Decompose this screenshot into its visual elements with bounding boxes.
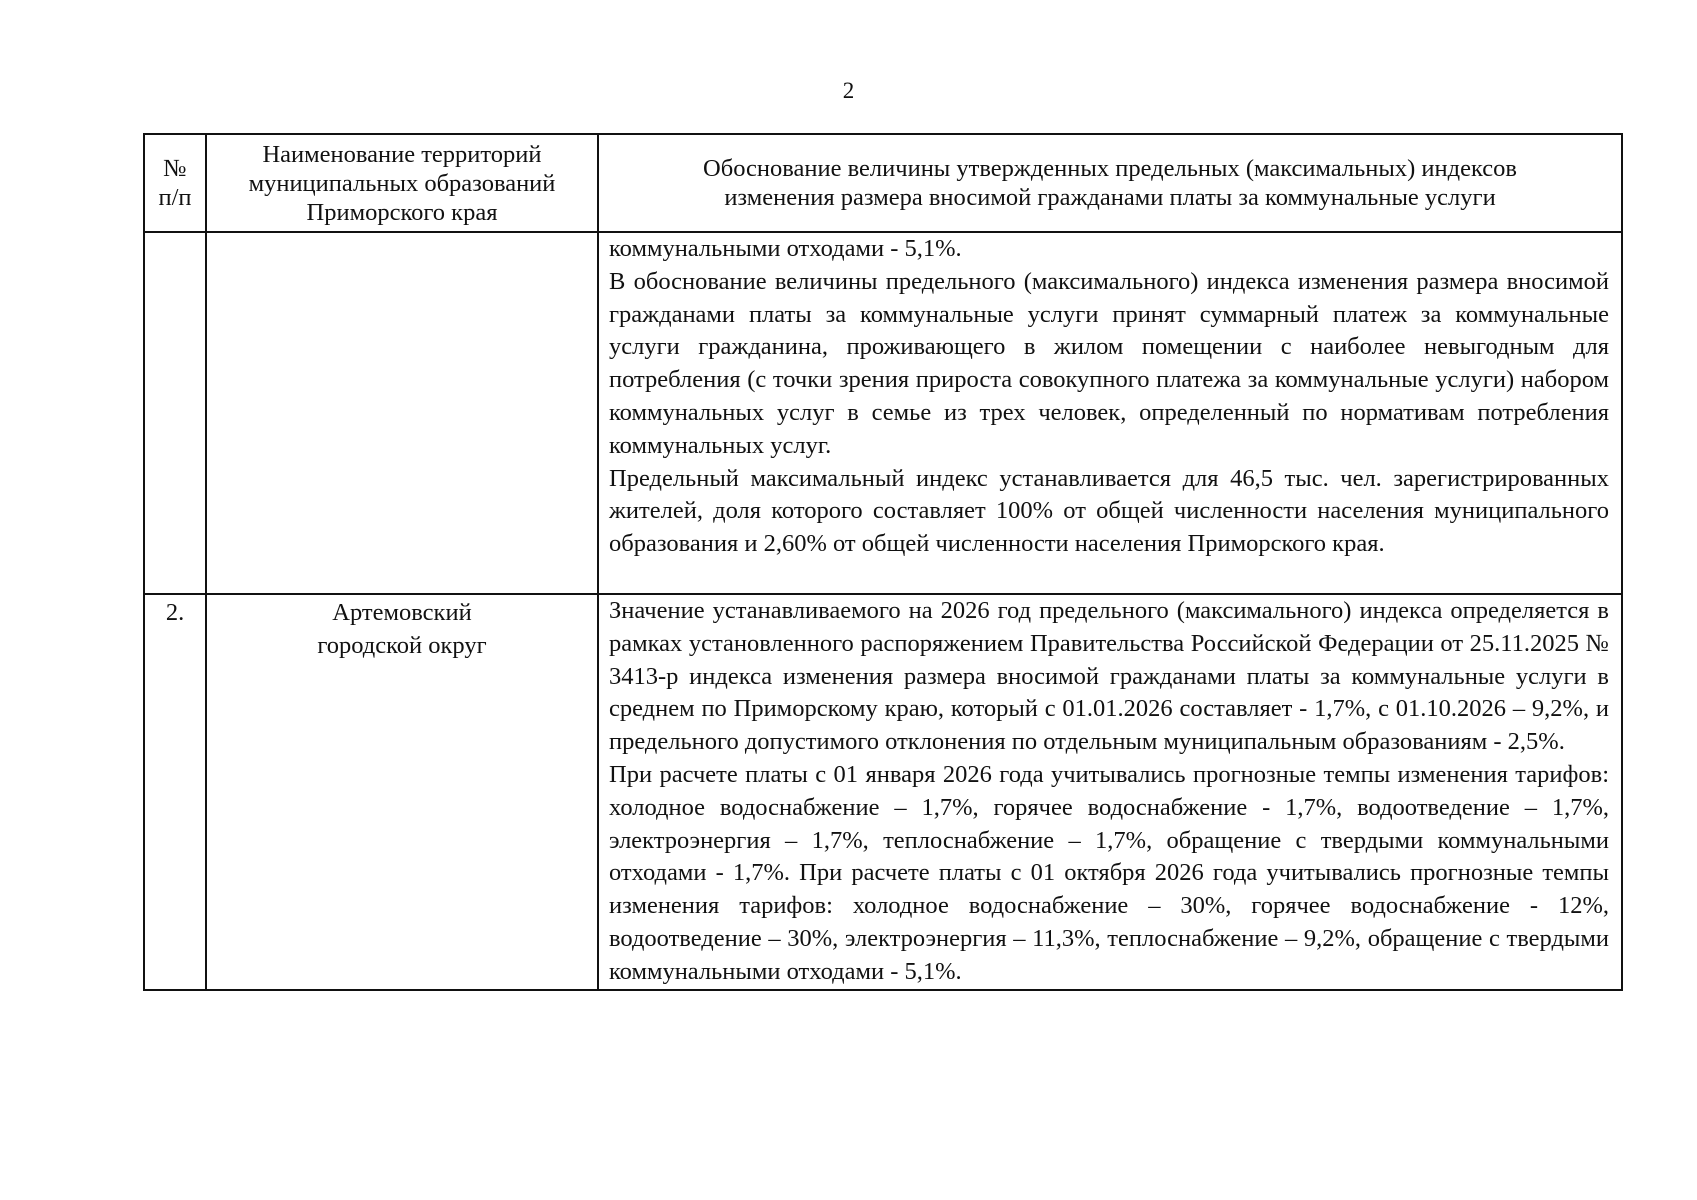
justification-paragraph: В обоснование величины предельного (максимального) индекса изменения размера вносимой гражданами платы за коммунальные услуги принят суммарный платеж за коммунальные услуги гражданина, проживающего в жилом помещении с наиболее невыгодным для потребления (с точки зрения прироста совокупного платежа за коммунальные услуги) набором коммунальных услуг в семье из трех человек, определенный по нормативам потребления коммунальных услуг.: [609, 267, 1609, 459]
header-territory-line-1: Наименование территорий: [262, 140, 542, 168]
header-justification-line-2: изменения размера вносимой гражданами платы за коммунальные услуги: [724, 184, 1496, 211]
header-justification: [598, 134, 1622, 232]
table-row: [144, 232, 1622, 594]
table-row: [144, 594, 1622, 990]
justification-cell: [598, 232, 1622, 594]
header-territory: [206, 134, 598, 232]
header-territory-line-3: Приморского края: [306, 198, 498, 226]
justification-paragraph: Значение устанавливаемого на 2026 год предельного (максимального) индекса определяется в рамках установленного распоряжением Правительства Российской Федерации от 25.11.2025 № 3413-р индекса изменения размера вносимой гражданами платы за коммунальные услуги в среднем по Приморскому краю, который с 01.01.2026 составляет - 1,7%, с 01.10.2026 – 9,2%, и предельного допустимого отклонения по отдельным муниципальным образованиям - 2,5%.: [609, 597, 1609, 756]
territory-name: [206, 232, 598, 594]
justification-paragraph: Предельный максимальный индекс устанавливается для 46,5 тыс. чел. зарегистрированных жителей, доля которого составляет 100% от общей численности населения муниципального образования и 2,60% от общей численности населения Приморского края.: [609, 464, 1609, 558]
justification-cell: [598, 594, 1622, 990]
row-number: [144, 232, 206, 594]
page-number: 2: [842, 78, 855, 103]
header-justification-line-1: Обоснование величины утвержденных предельных (максимальных) индексов: [703, 155, 1517, 182]
justification-table: [143, 133, 1623, 991]
territory-name-line-1: Артемовский: [332, 599, 472, 626]
header-territory-line-2: муниципальных образований: [248, 169, 556, 197]
header-number: [144, 134, 206, 232]
row-number: 2.: [144, 594, 206, 990]
justification-paragraph: коммунальными отходами - 5,1%.: [609, 235, 962, 262]
territory-name-line-2: городской округ: [317, 631, 487, 659]
territory-name: [206, 594, 598, 990]
header-number-abbr: п/п: [158, 184, 192, 211]
justification-paragraph: При расчете платы с 01 января 2026 года учитывались прогнозные темпы изменения тарифов: холодное водоснабжение – 1,7%, горячее водоснабжение - 1,7%, водоотведение – 1,7%, электроэнергия – 1,7%, теплоснабжение – 1,7%, обращение с твердыми коммунальными отходами - 1,7%. При расчете платы с 01 октября 2026 года учитывались прогнозные темпы изменения тарифов: холодное водоснабжение – 30%, горячее водоснабжение - 12%, водоотведение – 30%, электроэнергия – 11,3%, теплоснабжение – 9,2%, обращение с твердыми коммунальными отходами - 5,1%.: [609, 760, 1609, 985]
header-number-symbol: №: [163, 155, 187, 182]
table-header-row: [144, 134, 1622, 232]
